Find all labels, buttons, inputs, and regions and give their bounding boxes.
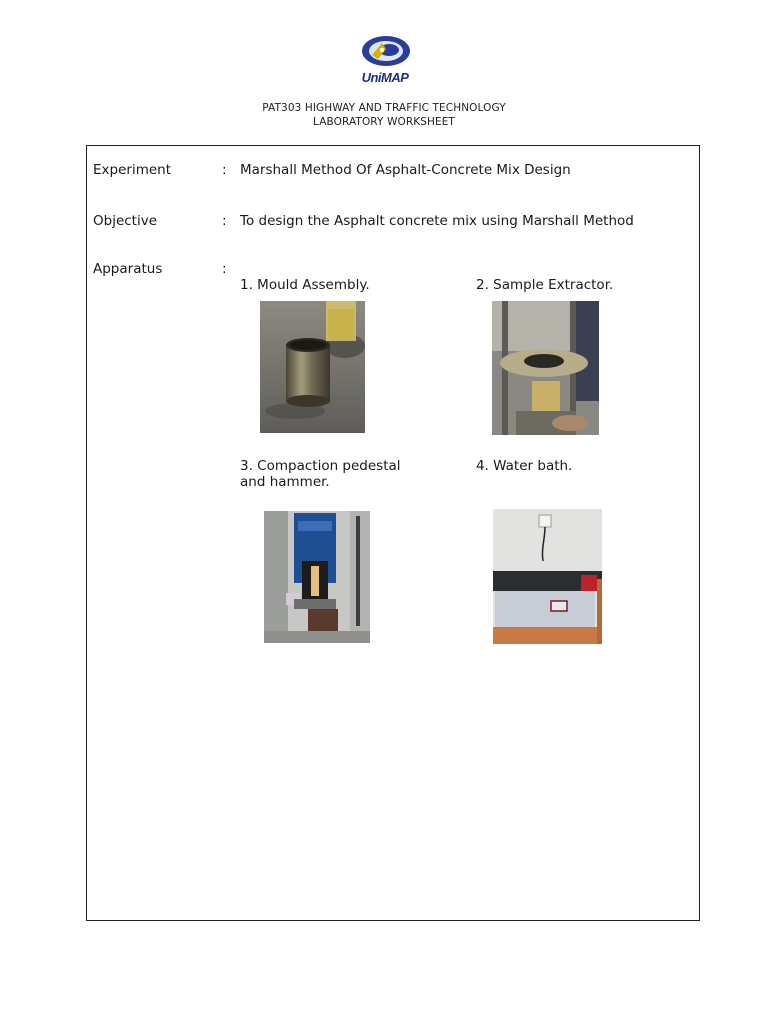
worksheet-title: LABORATORY WORKSHEET [313, 116, 455, 128]
sample-extractor-photo [492, 301, 599, 435]
apparatus-caption-3-line2: and hammer. [240, 474, 330, 490]
course-title: PAT303 HIGHWAY AND TRAFFIC TECHNOLOGY [262, 102, 506, 114]
apparatus-caption-1: 1. Mould Assembly. [240, 277, 370, 293]
objective-colon: : [222, 213, 227, 229]
objective-value: To design the Asphalt concrete mix using Marshall Method [240, 213, 634, 229]
apparatus-caption-3-line1: 3. Compaction pedestal [240, 458, 401, 474]
unimap-logo-icon [356, 33, 414, 73]
water-bath-photo [493, 509, 602, 644]
objective-label: Objective [93, 213, 158, 229]
experiment-value: Marshall Method Of Asphalt-Concrete Mix Design [240, 162, 571, 178]
apparatus-caption-4: 4. Water bath. [476, 458, 573, 474]
compaction-pedestal-photo [264, 511, 370, 643]
apparatus-label: Apparatus [93, 261, 163, 277]
unimap-logo [356, 33, 414, 89]
experiment-label: Experiment [93, 162, 172, 178]
experiment-colon: : [222, 162, 227, 178]
apparatus-colon: : [222, 261, 227, 277]
logo-wordmark: UniMAP [361, 70, 409, 85]
worksheet-frame [86, 145, 700, 921]
mould-assembly-photo [260, 301, 365, 433]
apparatus-caption-2: 2. Sample Extractor. [476, 277, 614, 293]
